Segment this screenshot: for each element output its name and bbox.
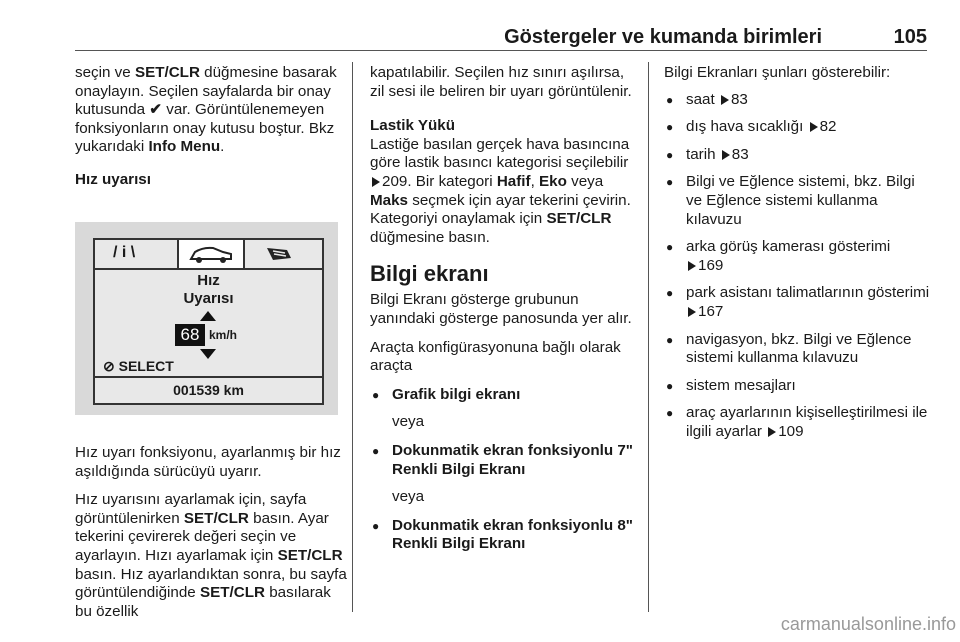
column-3 bbox=[664, 64, 930, 451]
page-ref-icon bbox=[688, 307, 696, 317]
display-type-list bbox=[370, 386, 638, 405]
info-display-list bbox=[664, 91, 930, 442]
odometer: 001539 km bbox=[173, 382, 244, 398]
or-label: veya bbox=[392, 413, 425, 431]
list-item: ● araç ayarlarının kişiselleştirilmesi ile ilgili ayarlar 109 bbox=[664, 404, 930, 441]
menu-title: Hız bbox=[197, 272, 220, 289]
watermark: carmanualsonline.info bbox=[780, 614, 956, 634]
page-number: 105 bbox=[893, 26, 927, 48]
page-ref-icon bbox=[722, 150, 730, 160]
paragraph: Lastik Yükü Lastiğe basılan gerçek hava basıncına göre lastik basıncı kategorisi seçilebilir 209. Bir kategori Hafif, Eko veya Maks seçmek için ayar tekerini çevirin. bbox=[370, 117, 631, 209]
list-item: ● tarih 83 bbox=[664, 146, 930, 165]
page-ref-icon bbox=[721, 95, 729, 105]
speed-unit: km/h bbox=[209, 328, 238, 342]
column-1-lower bbox=[75, 444, 347, 631]
paragraph: Araçta konfigürasyonuna bağlı olarak araçta bbox=[370, 338, 621, 375]
speed-warning-figure bbox=[75, 222, 338, 415]
list-item: ● arka görüş kamerası gösterimi 169 bbox=[664, 238, 930, 275]
paragraph: Hız uyarısını ayarlamak için, sayfa görüntülenirken SET/CLR basın. Ayar tekerini çevirerek değeri seçin ve ayarlayın. Hızı ayarlamak için SET/CLR basın. Hız ayarlandıktan sonra, bu sayfa görüntülendiğinde SET/CLR basılarak bu özellik bbox=[75, 491, 347, 620]
display-type-list bbox=[370, 442, 638, 479]
page-ref-icon bbox=[810, 122, 818, 132]
paragraph: Hız uyarı fonksiyonu, ayarlanmış bir hız aşıldığında sürücüyü uyarır. bbox=[75, 444, 341, 480]
list-item: ● Grafik bilgi ekranı bbox=[370, 386, 638, 405]
list-item: ● sistem mesajları bbox=[664, 377, 930, 396]
section-heading: Lastik Yükü bbox=[370, 117, 455, 135]
list-item: ● Dokunmatik ekran fonksiyonlu 8" Renkli Bilgi Ekranı bbox=[370, 517, 638, 554]
section-title: Bilgi ekranı bbox=[370, 261, 489, 287]
page-header bbox=[75, 22, 927, 50]
settings-tab-icon bbox=[265, 246, 293, 267]
select-label: ⊘ SELECT bbox=[103, 358, 174, 374]
page-ref-icon bbox=[688, 261, 696, 271]
arrow-up-icon bbox=[198, 310, 218, 322]
arrow-down-icon bbox=[198, 348, 218, 360]
column-divider bbox=[648, 62, 649, 612]
paragraph: Kategoriyi onaylamak için SET/CLR düğmesine basın. bbox=[370, 210, 612, 246]
or-label: veya bbox=[392, 488, 425, 506]
list-item: ● park asistanı talimatlarının gösterimi 167 bbox=[664, 284, 930, 321]
checkmark-icon: ✔ bbox=[149, 101, 163, 119]
odometer-rule bbox=[95, 376, 322, 378]
page-ref-icon bbox=[372, 177, 380, 187]
list-item: ● saat 83 bbox=[664, 91, 930, 110]
paragraph: kapatılabilir. Seçilen hız sınırı aşılırsa, zil sesi ile beliren bir uyarı görüntülenir. bbox=[370, 64, 632, 100]
tab-row bbox=[95, 240, 322, 270]
section-heading: Hız uyarısı bbox=[75, 170, 151, 188]
menu-subtitle: Uyarısı bbox=[183, 290, 234, 307]
list-item: ● navigasyon, bkz. Bilgi ve Eğlence sistemi kullanma kılavuzu bbox=[664, 331, 930, 368]
column-1 bbox=[75, 64, 345, 200]
info-tab-icon: / i \ bbox=[113, 244, 136, 261]
page-ref-icon bbox=[768, 427, 776, 437]
column-divider bbox=[352, 62, 353, 612]
display-type-list bbox=[370, 517, 638, 554]
display-screen bbox=[93, 238, 324, 405]
speed-value: 68 bbox=[175, 324, 205, 346]
paragraph: Bilgi Ekranı gösterge grubunun yanındaki gösterge panosunda yer alır. bbox=[370, 291, 632, 327]
list-item: ● Bilgi ve Eğlence sistemi, bkz. Bilgi ve Eğlence sistemi kullanma kılavuzu bbox=[664, 173, 930, 229]
list-item: ● dış hava sıcaklığı 82 bbox=[664, 118, 930, 137]
car-tab-icon bbox=[177, 240, 245, 268]
paragraph: seçin ve SET/CLR düğmesine basarak onaylayın. Seçilen sayfalarda bir onay kutusunda ✔ var. Görüntülenemeyen fonksiyonların onay kutusu boştur. Bkz yukarıdaki Info Menu. bbox=[75, 64, 337, 156]
header-rule bbox=[75, 50, 927, 51]
list-item: ● Dokunmatik ekran fonksiyonlu 7" Renkli Bilgi Ekranı bbox=[370, 442, 638, 479]
page-title: Göstergeler ve kumanda birimleri bbox=[504, 26, 822, 48]
paragraph: Bilgi Ekranları şunları gösterebilir: bbox=[664, 64, 891, 81]
column-2 bbox=[370, 64, 638, 563]
